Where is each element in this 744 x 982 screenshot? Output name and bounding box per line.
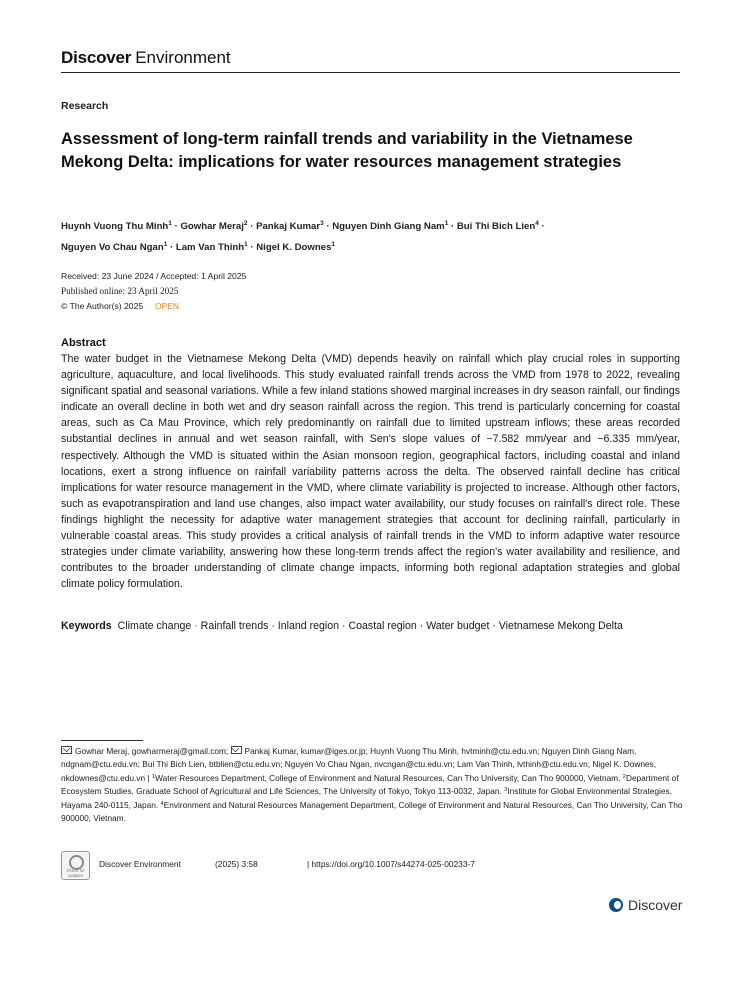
author[interactable]: Nguyen Dinh Giang Nam	[332, 221, 445, 232]
copyright-text: © The Author(s) 2025	[61, 301, 144, 311]
keywords-list: Climate change · Rainfall trends · Inland region · Coastal region · Water budget · Vietnamese Mekong Delta	[117, 620, 623, 632]
author[interactable]: Bui Thi Bich Lien	[456, 221, 536, 232]
copyright-line	[61, 299, 246, 314]
author-affiliation: 1	[163, 241, 168, 248]
journal-header	[61, 48, 680, 73]
author-list: Huynh Vuong Thu Minh$^1$ · Gowhar Meraj$^2$ · Pankaj Kumar$^3$ · Nguyen Dinh Giang Nam$^1$ · Bui Thi Bich Lien$^4$ · Nguyen Vo Chau Ngan$^1$ · Lam Van Thinh$^1$ · Nigel K. Downes$^1$	[61, 220, 545, 253]
article-title: Assessment of long-term rainfall trends and variability in the Vietnamese Mekong Delta: implications for water resources management strategies	[61, 130, 633, 171]
published-date: Published online: 23 April 2025	[61, 286, 179, 296]
affiliation-3: Institute for Global Environmental Strategies, Hayama 240-0115, Japan.	[61, 786, 672, 811]
author-affiliation: 3	[320, 220, 324, 227]
section-label: Research	[61, 100, 109, 112]
journal-brand-bold: Discover	[61, 48, 132, 67]
author-affiliation: 1	[444, 220, 449, 227]
discover-logo-icon	[609, 898, 623, 912]
mail-icon	[231, 746, 242, 754]
footer-volume: (2025) 3:58	[215, 859, 258, 869]
footer-journal-name: Discover Environment	[99, 859, 181, 869]
keywords	[61, 620, 701, 632]
footer-doi-link[interactable]: | https://doi.org/10.1007/s44274-025-00233-7	[307, 859, 475, 869]
affiliation-2: Department of Ecosystem Studies, Graduate School of Agricultural and Life Sciences, The University of Tokyo, Tokyo 113-0032, Japan.	[61, 772, 679, 797]
correspondence-email-1[interactable]: Gowhar Meraj, gowharmeraj@gmail.com;	[75, 746, 229, 756]
abstract-body: The water budget in the Vietnamese Mekong Delta (VMD) depends heavily on rainfall which play crucial roles in supporting agriculture, aquaculture, and local livelihoods. This study evaluated rainfall trends across the VMD from 1978 to 2022, revealing significant spatial and seasonal variations. While a few inland stations showed marginal increases in dry season rainfall, our findings indicate an overall decline in both wet and dry season rainfall across the region. This trend is particularly concerning for coastal areas, such as Ca Mau Province, which rely predominantly on rainfall due to limited upstream inflows; these areas recorded substantial declines in annual and wet season rainfall, with Sen's slope values of −7.582 mm/year and −6.335 mm/year, respectively. Although the VMD is situated within the Asian monsoon region, geographical factors, including coastal and inland locations, exert a strong influence on rainfall variability patterns across the delta. The observed rainfall decline has critical implications for water resource management in the VMD, where climate variability is projected to increase. Although other factors, such as evapotranspiration and land use changes, also impact water availability, our study focuses on rainfall's direct role. These findings highlight the necessity for adaptive water management strategies that account for declining rainfall, particularly in vulnerable coastal areas. This study provides a critical analysis of rainfall trends in the VMD to inform adaptive water resource strategies under climate variability, answering how these long-term trends affect the region's water availability and resilience, and contributes to the broader understanding of climate change impacts, informing both regional adaptation strategies and global climate policy formulation.	[61, 353, 680, 591]
affiliation-4: Environment and Natural Resources Management Department, College of Environment and Natural Resources, Can Tho University, Can Tho 900000, Vietnam.	[61, 800, 683, 823]
open-access-badge: OPEN	[155, 301, 179, 311]
received-accepted-date: Received: 23 June 2024 / Accepted: 1 April 2025	[61, 271, 247, 281]
article-dates	[61, 269, 246, 314]
affiliation-1: Water Resources Department, College of Environment and Natural Resources, Can Tho University, Can Tho 900000, Vietnam.	[155, 772, 621, 783]
keywords-label: Keywords	[61, 620, 112, 632]
check-for-updates-label: Check for updates	[66, 868, 85, 878]
check-for-updates-icon[interactable]	[61, 851, 90, 880]
author[interactable]: Huynh Vuong Thu Minh	[61, 221, 169, 232]
footnote-divider	[61, 740, 143, 741]
journal-brand-light: Environment	[135, 48, 231, 67]
author-affiliation: 2	[243, 220, 248, 227]
author-affiliation: 1	[331, 241, 336, 248]
author[interactable]: Nigel K. Downes	[256, 242, 332, 253]
abstract-heading: Abstract	[61, 337, 106, 349]
author[interactable]: Lam Van Thinh	[175, 242, 245, 253]
author[interactable]: Gowhar Meraj	[180, 221, 244, 232]
footnotes: Gowhar Meraj, gowharmeraj@gmail.com; Pankaj Kumar, kumar@iges.or.jp; Huynh Vuong Thu Minh, hvtminh@ctu.edu.vn; Nguyen Dinh Giang Nam, ndgnam@ctu.edu.vn; Bui Thi Bich Lien, btblien@ctu.edu.vn; Nguyen Vo Chau Ngan, nvcngan@ctu.edu.vn; Lam Van Thinh, lvthinh@ctu.edu.vn; Nigel K. Downes, nkdownes@ctu.edu.vn | $^1$Water Resources Department, College of Environment and Natural Resources, Can Tho University, Can Tho 900000, Vietnam. $^2$Department of Ecosystem Studies, Graduate School of Agricultural and Life Sciences, The University of Tokyo, Tokyo 113-0032, Japan. $^3$Institute for Global Environmental Strategies, Hayama 240-0115, Japan. $^4$Environment and Natural Resources Management Department, College of Environment and Natural Resources, Can Tho University, Can Tho 900000, Vietnam.	[61, 746, 683, 823]
author[interactable]: Pankaj Kumar	[256, 221, 321, 232]
correspondence-emails[interactable]: Pankaj Kumar, kumar@iges.or.jp; Huynh Vuong Thu Minh, hvtminh@ctu.edu.vn; Nguyen Dinh Giang Nam, ndgnam@ctu.edu.vn; Bui Thi Bich Lien, btblien@ctu.edu.vn; Nguyen Vo Chau Ngan, nvcngan@ctu.edu.vn; Lam Van Thinh, lvthinh@ctu.edu.vn; Nigel K. Downes, nkdownes@ctu.edu.vn |	[61, 746, 657, 783]
author-affiliation: 1	[244, 241, 248, 248]
author-affiliation: 4	[535, 220, 539, 227]
mail-icon	[61, 746, 72, 754]
author-affiliation: 1	[168, 220, 172, 227]
page-footer	[61, 851, 621, 879]
discover-logo-text: Discover	[628, 897, 683, 913]
author[interactable]: Nguyen Vo Chau Ngan	[61, 242, 164, 253]
